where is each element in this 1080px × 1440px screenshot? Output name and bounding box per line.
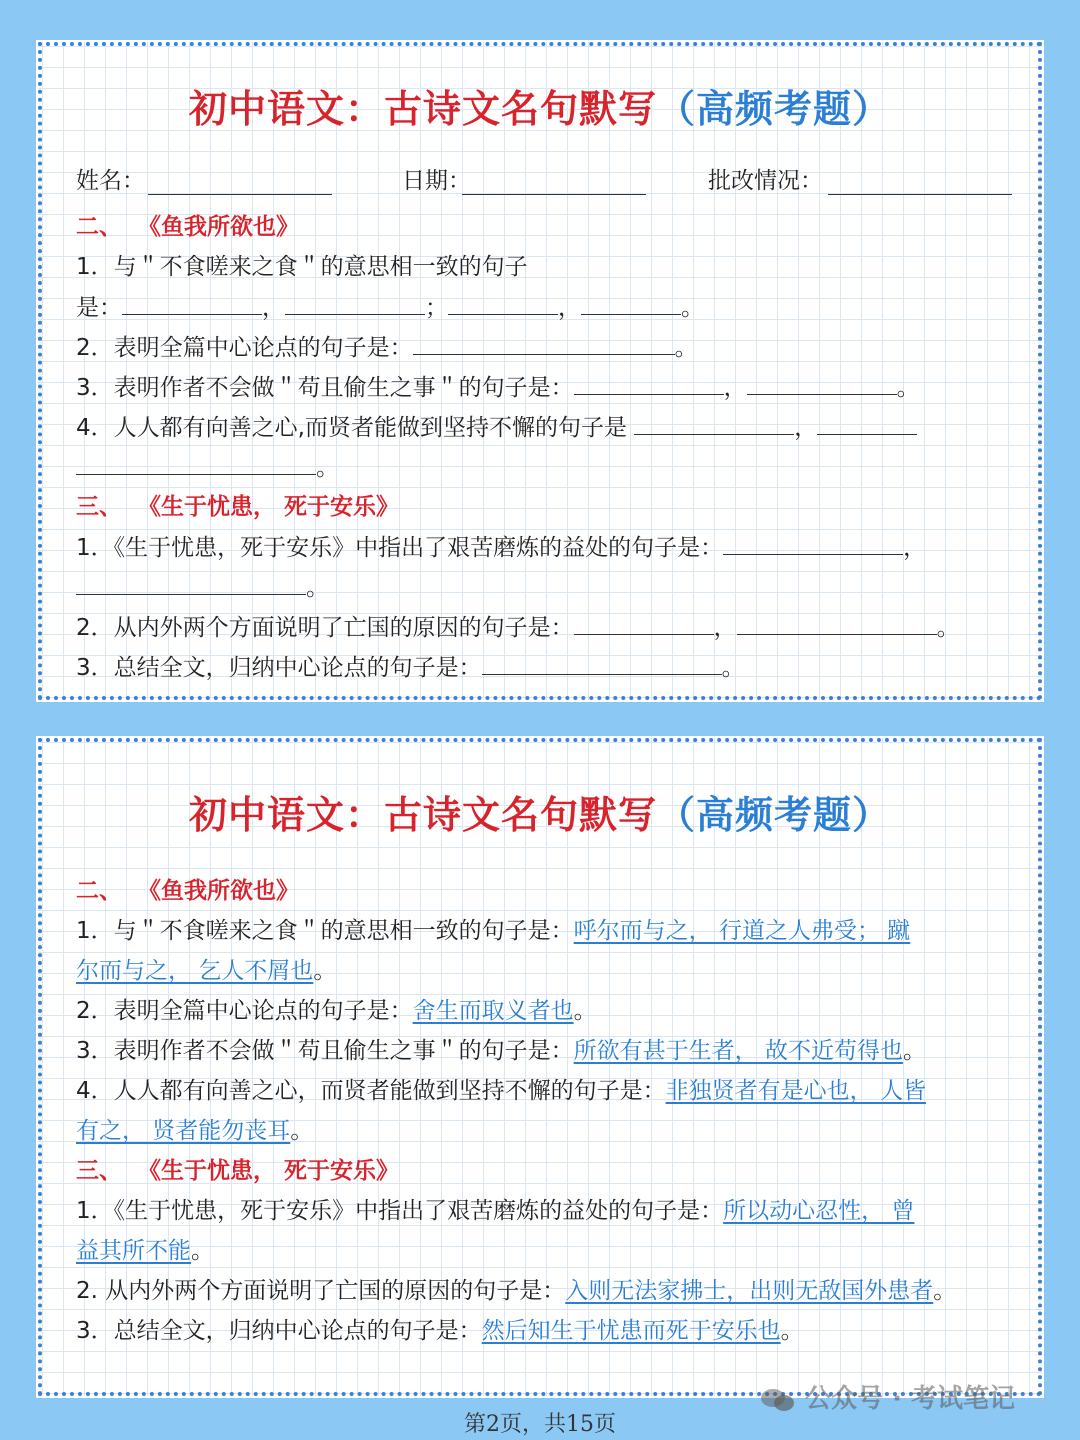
answer-line: 有之， 贤者能勿丧耳。: [76, 1118, 314, 1144]
question-text: 1．《生于忧患，死于安乐》中指出了艰苦磨炼的益处的句子是： ，: [76, 532, 926, 563]
answer-line: 2. 从内外两个方面说明了亡国的原因的句子是：入则无法家拂士，出则无敌国外患者。: [76, 1278, 957, 1304]
question-text: 。: [76, 572, 329, 603]
answer-text: 呼尔而与之， 行道之人弗受； 蹴: [573, 918, 911, 944]
name-label: 姓名：: [76, 168, 145, 194]
answer-line: 2．表明全篇中心论点的句子是：舍生而取义者也。: [76, 998, 597, 1024]
answer-blank[interactable]: [581, 292, 681, 315]
section-heading: 二、 《鱼我所欲也》: [76, 214, 300, 240]
section-heading: 三、 《生于忧患， 死于安乐》: [76, 1158, 400, 1184]
answer-blank[interactable]: [482, 652, 722, 675]
answer-blank[interactable]: [817, 412, 917, 435]
answer-blank[interactable]: [634, 412, 794, 435]
answer-card: [38, 738, 1042, 1396]
answer-line: 1．《生于忧患，死于安乐》中指出了艰苦磨炼的益处的句子是：所以动心忍性， 曾: [76, 1198, 915, 1224]
answer-text: 舍生而取义者也: [412, 998, 574, 1024]
question-text: 2．从内外两个方面说明了亡国的原因的句子是： ， 。: [76, 612, 960, 643]
date-blank[interactable]: [462, 172, 646, 195]
answer-text: 所欲有甚于生者， 故不近苟得也: [573, 1038, 903, 1064]
watermark: 公众号 · 考试笔记: [760, 1378, 1015, 1415]
question-text: 。: [76, 452, 339, 483]
grade-label: 批改情况：: [708, 168, 823, 194]
grade-blank[interactable]: [828, 172, 1012, 195]
page-footer: 第2页，共15页: [464, 1412, 616, 1437]
answer-line: 3．总结全文，归纳中心论点的句子是：然后知生于忧患而死于安乐也。: [76, 1318, 804, 1344]
question-text: 是： ， ； ， 。: [76, 292, 704, 323]
answer-line: 尔而与之， 乞人不屑也。: [76, 958, 337, 984]
question-text: 1．与＂不食嗟来之食＂的意思相一致的句子: [76, 254, 528, 280]
answer-line: 3．表明作者不会做＂苟且偷生之事＂的句子是：所欲有甚于生者， 故不近苟得也。: [76, 1038, 926, 1064]
question-text: 2．表明全篇中心论点的句子是： 。: [76, 332, 698, 363]
answer-blank[interactable]: [737, 612, 937, 635]
section-heading: 三、 《生于忧患， 死于安乐》: [76, 494, 400, 520]
answer-text: 所以动心忍性， 曾: [723, 1198, 915, 1224]
answer-text: 非独贤者有是心也， 人皆: [665, 1078, 926, 1104]
answer-text: 然后知生于忧患而死于安乐也: [481, 1318, 781, 1344]
worksheet-card: [38, 42, 1042, 700]
answer-blank[interactable]: [574, 612, 714, 635]
answer-blank[interactable]: [448, 292, 558, 315]
answer-line: 4．人人都有向善之心，而贤者能做到坚持不懈的句子是：非独贤者有是心也， 人皆: [76, 1078, 926, 1104]
answer-blank[interactable]: [413, 332, 675, 355]
answer-blank[interactable]: [574, 372, 724, 395]
date-label: 日期：: [402, 168, 471, 194]
answer-blank[interactable]: [747, 372, 897, 395]
question-text: 3．总结全文，归纳中心论点的句子是： 。: [76, 652, 745, 683]
answer-line: 1．与＂不食嗟来之食＂的意思相一致的句子是：呼尔而与之， 行道之人弗受； 蹴: [76, 918, 911, 944]
answer-blank[interactable]: [122, 292, 262, 315]
answer-text: 益其所不能: [76, 1238, 191, 1264]
question-text: 3．表明作者不会做＂苟且偷生之事＂的句子是： ， 。: [76, 372, 920, 403]
answer-text: 有之， 贤者能勿丧耳: [76, 1118, 291, 1144]
answer-blank[interactable]: [723, 532, 903, 555]
answer-text: 尔而与之， 乞人不屑也: [76, 958, 314, 984]
section-heading: 二、 《鱼我所欲也》: [76, 878, 300, 904]
question-text: 4．人人都有向善之心,而贤者能做到坚持不懈的句子是 ，: [76, 412, 917, 443]
answer-text: 入则无法家拂士，出则无敌国外患者: [565, 1278, 934, 1304]
answer-title: 初中语文：古诗文名句默写（高频考题）: [188, 793, 892, 837]
answer-line: 益其所不能。: [76, 1238, 214, 1264]
answer-blank[interactable]: [76, 572, 306, 595]
name-blank[interactable]: [148, 172, 332, 195]
worksheet-title: 初中语文：古诗文名句默写（高频考题）: [188, 87, 892, 131]
answer-blank[interactable]: [76, 452, 316, 475]
answer-blank[interactable]: [285, 292, 425, 315]
